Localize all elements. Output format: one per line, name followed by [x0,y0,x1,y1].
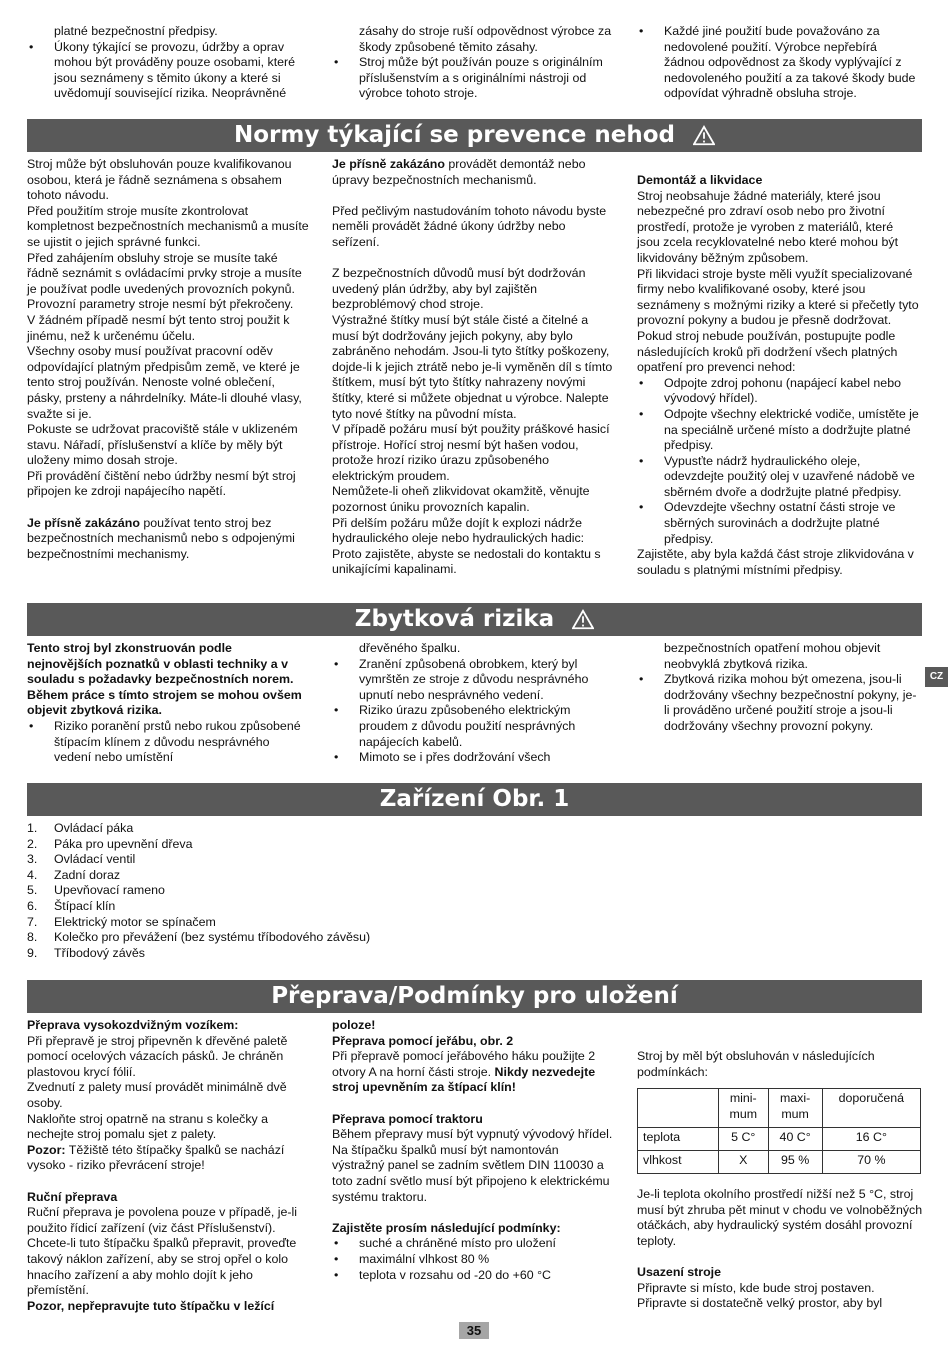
list-number: 3. [27,852,38,867]
text: Při přepravě pomocí jeřábového háku použijte 2 otvory A na horní části stroje. [332,1049,596,1079]
list-number: 8. [27,930,38,945]
list-item [27,930,527,946]
list-text: Elektrický motor se spínačem [54,914,216,929]
list-text: Ovládací páka [54,821,134,835]
list-item: • Úkony týkající se provozu, údržby a oprav mohou být prováděny pouze osobami, které jsou seznámeny s těmito úkony a které si uvědomují související rizika. Neoprávněné [27,40,309,102]
list-text: Ovládací ventil [54,852,136,867]
section-title: Zařízení Obr. 1 [379,786,570,812]
text-block: Je-li teplota okolního prostředí nižší než 5 °C, stroj musí být zhruba pět minut v chodu ve volnoběžných otáčkách, aby hydraulický systém dosáhl provozní teploty. [637,1187,923,1248]
list-item: • Stroj může být používán pouze s originálním příslušenstvím a s originálními nástroji od výrobce tohoto stroje. [332,55,614,102]
list-item: • Odevzdejte všechny ostatní části stroje ve sběrných surovinách a dodržujte platné předpisy. [637,500,919,547]
list-item: • Riziko úrazu způsobeného elektrickým proudem z důvodu použití nesprávných napájecích kabelů. [332,703,614,750]
preprava-column-1 [27,1018,309,1314]
table-cell: 16 C° [822,1128,920,1151]
bold-text: Je přísně zakázáno [27,515,140,530]
table-row [638,1128,921,1151]
text-block: Výstražné štítky musí být stále čisté a čitelné a musí být dodržovány jejich pokyny, aby bylo zabráněno nehodám. Jsou-li tyto štítky poškozeny, dojde-li k jejich ztrátě nebo je-li vyměněn díl s tímto štítkem, musí být tyto štítky nahrazeny novými štítky, které si můžete objednat u výrobce. Nalepte tyto nové štítky na původní místa. [332,312,613,421]
text-block: Během přepravy musí být vypnutý vývodový hřídel. [332,1127,613,1142]
text-block: Ruční přeprava je povolena pouze v případě, je-li použito řídicí zařízení (viz část Příslušenství). Chcete-li tuto štípačku špalků přepravit, proveďte takový náklon zařízení, aby se stroj opřel o kolo hnacího zařízení a aby mohlo dojít k jeho přemístění. [27,1205,298,1298]
section-header-rizika [27,603,922,636]
text-block: platné bezpečnostní předpisy. [54,24,218,38]
list-number: 7. [27,914,38,929]
list-item [27,821,527,837]
list-text: Štípací klín [54,898,116,913]
list-item: • maximální vlhkost 80 % [332,1252,614,1268]
subheading: Přeprava pomocí traktoru [332,1111,483,1126]
list-item: • Zranění způsobená obrobkem, který byl vymrštěn ze stroje z důvodu nesprávného upnutí nebo nesprávného vedení. [332,657,614,704]
rizika-column-2 [332,641,614,766]
section-header-preprava [27,980,922,1013]
section-header-zarizeni [27,783,922,816]
disposal-list [637,376,919,548]
list-number: 6. [27,898,38,913]
list-text: Kolečko pro převážení (bez systému tříbodového závěsu) [54,930,371,945]
warning-icon [693,125,715,147]
list-item: • Riziko poranění prstů nebo rukou způsobené štípacím klínem z důvodu nesprávného vedení nebo umístění [27,719,309,766]
section-title: Přeprava/Podmínky pro uložení [271,983,678,1009]
text-block: Před použitím stroje musíte zkontrolovat kompletnost bezpečnostních mechanismů a musíte se ujistit o jejich správné funkci. [27,203,309,249]
list-item: • Odpojte všechny elektrické vodiče, umístěte je na speciálně určené místo a dodržujte platné předpisy. [637,407,919,454]
zarizeni-list-column [27,821,527,961]
table-header-cell: doporučená [822,1089,920,1128]
list-number: 2. [27,836,38,851]
subheading: Usazení stroje [637,1265,722,1280]
list-item: • Vypusťte nádrž hydraulického oleje, odevzdejte použitý olej v uzavřené nádobě ve sběrném dvoře a dodržujte platné předpisy. [637,454,919,501]
normy-column-3 [637,173,919,578]
preprava-column-3 [637,1049,927,1312]
warning-icon [572,609,594,631]
text-block: Pozor, nepřepravujte tuto štípačku v ležící [27,1298,275,1313]
subheading: Přeprava vysokozdvižným vozíkem: [27,1018,239,1032]
list-text: Tříbodový závěs [54,945,145,960]
table-header-cell: maxi- mum [768,1089,822,1128]
text-block: V žádném případě nesmí být tento stroj použit k jinému, než k určenému účelu. [27,312,290,343]
list-item [27,883,527,899]
table-header-row [638,1089,921,1128]
text-block: Pokud stroj nebude používán, postupujte podle následujících kroků při dodržení všech platných opatření pro prevenci nehod: [637,328,898,375]
list-item: • Mimoto se i přes dodržování všech [332,750,614,766]
text-block: Provozní parametry stroje nesmí být překročeny. [27,297,294,312]
text-block: Zajistěte, aby byla každá část stroje zlikvidována v souladu s platnými místními předpisy. [637,547,914,577]
text-block [332,157,614,188]
text-block: Při provádění čištění nebo údržby nesmí být stroj připojen ke zdroji napájecího napětí. [27,468,296,499]
text-block [27,516,309,563]
section-header-normy [27,119,922,152]
list-item [27,915,527,931]
list-number: 1. [27,821,38,835]
list-item: • Odpojte zdroj pohonu (napájecí kabel nebo vývodový hřídel). [637,376,919,407]
text-block: Stroj neobsahuje žádné materiály, které jsou nebezpečné pro zdraví osob nebo pro životní prostředí, protože je vyroben z materiálů, které jsou zcela recyklovatelné nebo které mohou být likvidovány běžným způsobem. [637,188,899,265]
text-block: Před zahájením obsluhy stroje se musíte také řádně seznámit s ovládacími prvky stroje a musíte je používat podle uvedených provozních pokynů. [27,250,302,296]
page-number: 35 [459,1322,489,1339]
top-column-3 [637,24,919,102]
text: provádět demontáž nebo úpravy bezpečnostních mechanismů. [332,157,586,187]
list-text: Páka pro upevnění dřeva [54,836,193,851]
text-block: V případě požáru musí být použity práškové hasicí přístroje. Hořící stroj nesmí být hašen vodou, protože hrozí riziko úrazu způsobeného elektrickým proudem. [332,422,610,483]
list-item: • teplota v rozsahu od -20 do +60 °C [332,1268,614,1284]
section-title: Zbytková rizika [354,606,555,632]
text-block: Připravte si místo, kde bude stroj postaven. Připravte si dostatečně velký prostor, aby byl [637,1280,883,1311]
text: používat tento stroj bez bezpečnostních mechanismů nebo s odpojenými bezpečnostními mechanismy. [27,515,295,561]
list-item [27,899,527,915]
subheading: Zajistěte prosím následující podmínky: [332,1220,561,1235]
table-cell: teplota [638,1128,719,1151]
table-cell: 70 % [822,1151,920,1174]
bold-text: Pozor: [27,1142,66,1157]
text-block: Všechny osoby musí používat pracovní oděv odpovídající platným předpisům země, ve které je tento stroj používán. Nenoste volné oblečení, pásky, prsteny a náhrdelníky. Máte-li dlouhé vlasy, svažte si je. [27,344,302,421]
text-block: zásahy do stroje ruší odpovědnost výrobce za škody způsobené těmito zásahy. [359,24,612,54]
subheading: Demontáž a likvidace [637,173,763,187]
list-number: 9. [27,945,38,960]
text-block: Stroj by měl být obsluhován v následujících podmínkách: [637,1049,875,1079]
table-cell: vlhkost [638,1151,719,1174]
list-item [27,868,527,884]
text-block: Na štípačku špalků musí být namontován výstražný panel se zadním světlem DIN 110030 a toto zadní světlo musí být připojeno k elektrickému systému traktoru. [332,1142,610,1204]
list-item [27,837,527,853]
text-block: Nemůžete-li oheň zlikvidovat okamžitě, věnujte pozornost úniku provozních kapalin. [332,484,590,515]
text-block [27,1143,309,1174]
subheading: Přeprava pomocí jeřábu, obr. 2 [332,1033,514,1048]
text-block: Z bezpečnostních důvodů musí být dodržován uvedený plán údržby, aby byl zajištěn bezproblémový chod stroje. [332,266,586,312]
table-row [638,1151,921,1174]
text: Těžiště této štípačky špalků se nachází vysoko - riziko převrácení stroje! [27,1142,285,1173]
text-block: Tento stroj byl zkonstruován podle nejnovějších poznatků v oblasti techniky a v souladu s požadavky bezpečnostních norem. Během práce s tímto strojem se mohou ovšem objevit zbytková rizika. [27,641,302,718]
text-block: poloze! [332,1018,376,1032]
top-column-2 [332,24,614,102]
list-item: • Každé jiné použití bude považováno za nedovolené použití. Výrobce nepřebírá žádnou odpovědnost za škody vyplývající z nedovoleného použití a za takové škody bude odpovídat výhradně obsluha stroje. [637,24,919,102]
text-block: Při delším požáru může dojít k explozi nádrže hydraulického oleje nebo hydraulických hadic: Proto zajistěte, abyste se nedostali do kontaktu s unikajícími kapalinami. [332,515,601,577]
table-cell: X [719,1151,769,1174]
text-block: dřevěného špalku. [359,641,461,655]
list-number: 5. [27,883,38,898]
section-title: Normy týkající se prevence nehod [234,122,675,148]
text-block: Pokuste se udržovat pracoviště stále v uklizeném stavu. Nářadí, příslušenství a klíče by měly být uloženy mimo dosah stroje. [27,422,298,468]
table-cell: 40 C° [768,1128,822,1151]
language-tab: CZ [925,667,948,687]
rizika-column-1 [27,641,309,766]
text-block: Nakloňte stroj opatrně na stranu s kolečky a nechejte stroj pomalu sjet z palety. [27,1111,269,1142]
list-number: 4. [27,867,38,882]
normy-column-2 [332,157,614,578]
list-item: • suché a chráněné místo pro uložení [332,1236,614,1252]
table-cell: 95 % [768,1151,822,1174]
list-item [27,946,527,962]
text-block: Zvednutí z palety musí provádět minimálně dvě osoby. [27,1080,287,1110]
conditions-table [637,1088,921,1174]
preprava-column-2 [332,1018,614,1283]
text-block [332,1049,614,1096]
equipment-list [27,821,527,961]
text-block: bezpečnostních opatření mohou objevit neobvyklá zbytková rizika. [664,641,881,671]
table-header-cell [638,1089,719,1128]
normy-column-1 [27,157,309,562]
bold-text: Je přísně zakázáno [332,157,445,171]
list-item: • Zbytková rizika mohou být omezena, jsou-li dodržovány všechny bezpečnostní pokyny, je-li prováděno určené použití stroje a jsou-li dodržovány všechny provozní pokyny. [637,672,919,734]
text-block: Stroj může být obsluhován pouze kvalifikovanou osobou, která je řádně seznámena s obsahem tohoto návodu. [27,157,292,203]
list-item [27,852,527,868]
table-header-cell: mini- mum [719,1089,769,1128]
top-column-1 [27,24,309,102]
list-text: Upevňovací rameno [54,883,165,898]
table-cell: 5 C° [719,1128,769,1151]
rizika-column-3 [637,641,919,735]
text-block: Při likvidaci stroje byste měli využít specializované firmy nebo kvalifikované osoby, které jsou seznámeny s možnými riziky a které si přečetly tyto provozní pokyny a budou je přesně dodržovat. [637,266,919,328]
text-block: Při přepravě je stroj připevněn k dřevěné paletě pomocí ocelových vázacích pásků. Je chráněn plastovou krycí fólií. [27,1033,288,1079]
bold-text: Nikdy nezvedejte stroj upevněním za štípací klín! [332,1064,596,1095]
text-block: Před pečlivým nastudováním tohoto návodu byste neměli provádět žádné úkony údržby nebo seřízení. [332,203,607,249]
subheading: Ruční přeprava [27,1189,118,1204]
list-text: Zadní doraz [54,867,121,882]
